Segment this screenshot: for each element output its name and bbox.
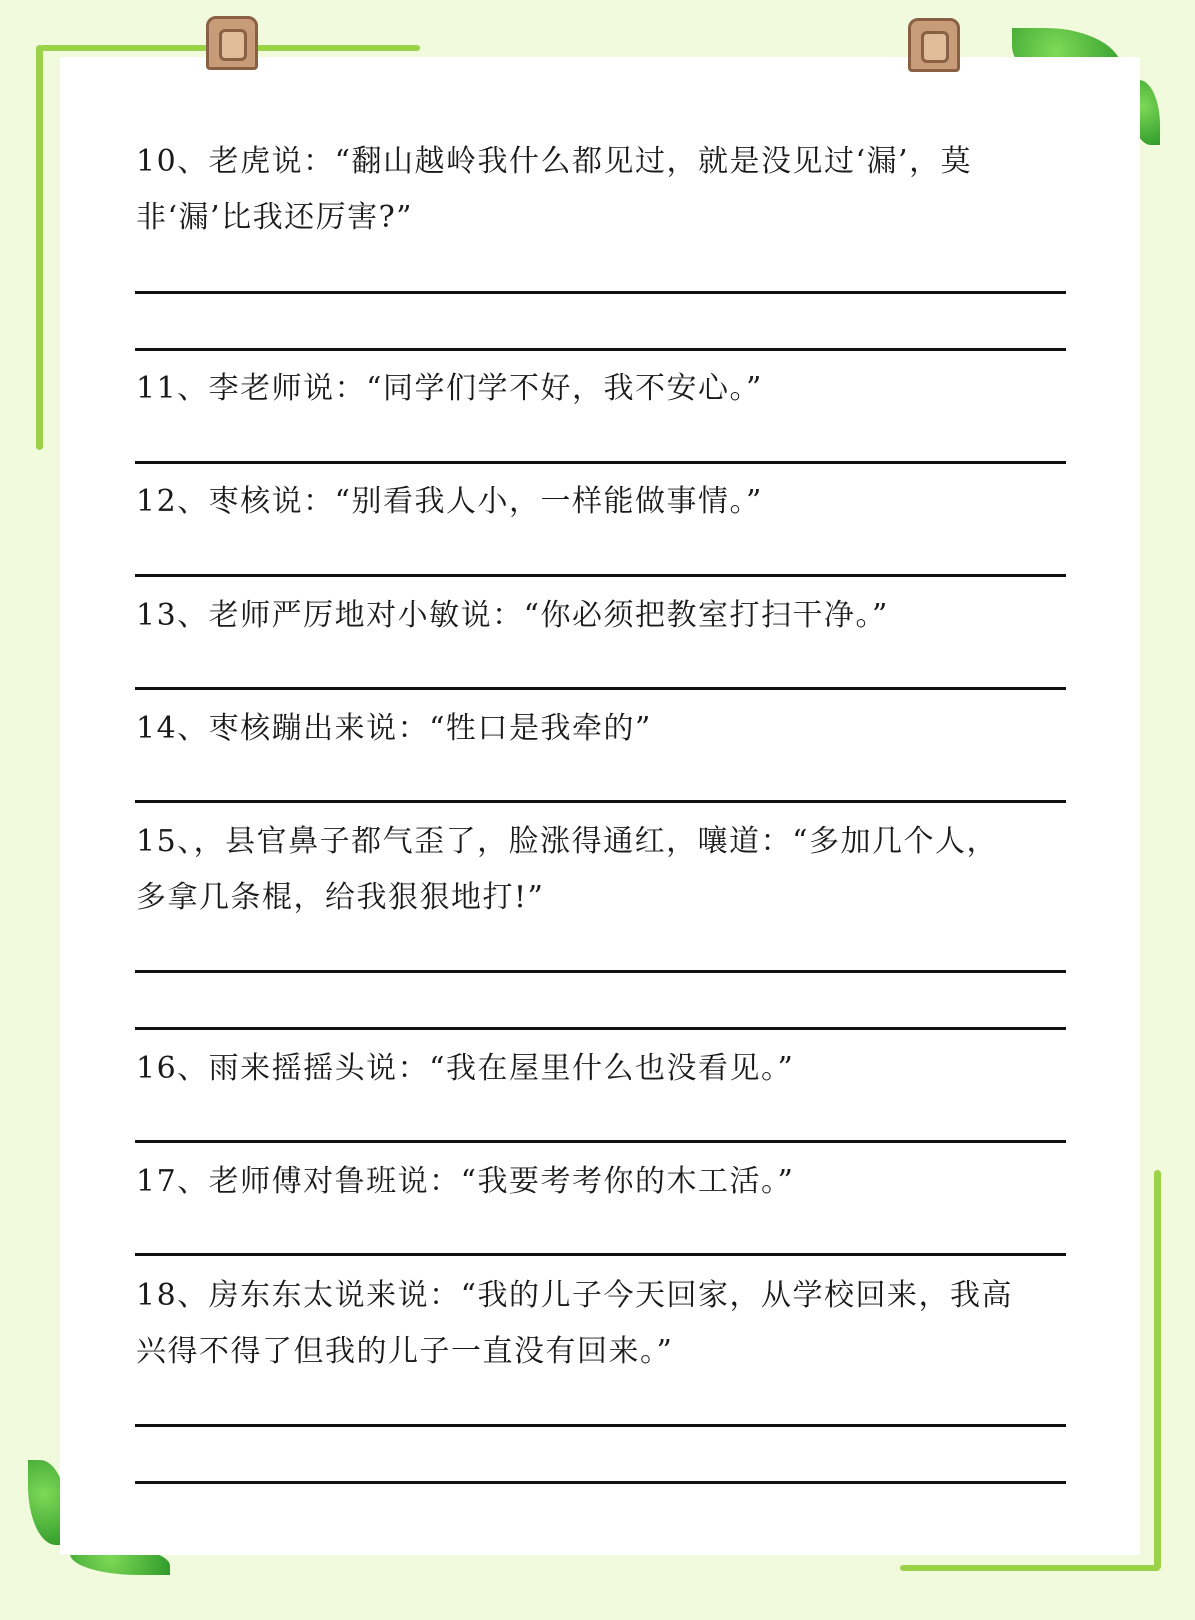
question-16	[136, 1041, 1071, 1097]
question-10	[136, 134, 1071, 246]
frame-border-right	[1154, 1170, 1161, 1570]
answer-line[interactable]	[135, 1424, 1066, 1427]
frame-border-left	[36, 45, 43, 450]
answer-line[interactable]	[135, 1481, 1066, 1484]
answer-line[interactable]	[135, 574, 1066, 577]
answer-line[interactable]	[135, 800, 1066, 803]
question-12	[136, 474, 1071, 530]
question-text: 12、枣核说：“别看我人小，一样能做事情。”	[136, 484, 763, 519]
paper-clip-right	[908, 18, 960, 72]
question-text: 14、枣核蹦出来说：“牲口是我牵的”	[136, 711, 652, 746]
question-text: 11、李老师说：“同学们学不好，我不安心。”	[136, 371, 763, 406]
question-18	[136, 1268, 1071, 1380]
answer-line[interactable]	[135, 687, 1066, 690]
answer-line[interactable]	[135, 1027, 1066, 1030]
question-text: 15、，县官鼻子都气歪了，脸涨得通红，嚷道：“多加几个人，	[136, 824, 999, 859]
question-11	[136, 361, 1071, 417]
question-text: 兴得不得了但我的儿子一直没有回来。”	[136, 1334, 674, 1369]
question-13	[136, 588, 1071, 644]
question-text: 多拿几条棍，给我狠狠地打!”	[136, 880, 545, 915]
answer-line[interactable]	[135, 291, 1066, 294]
answer-line[interactable]	[135, 348, 1066, 351]
question-text: 13、老师严厉地对小敏说：“你必须把教室打扫干净。”	[136, 598, 889, 633]
question-15	[136, 814, 1071, 926]
question-text: 10、老虎说：“翻山越岭我什么都见过，就是没见过‘漏’，莫	[136, 144, 973, 179]
question-17	[136, 1154, 1071, 1210]
frame-border-bottom	[900, 1565, 1160, 1571]
question-14	[136, 701, 1071, 757]
question-text: 18、房东东太说来说：“我的儿子今天回家，从学校回来，我高	[136, 1278, 1014, 1313]
question-text: 17、老师傅对鲁班说：“我要考考你的木工活。”	[136, 1164, 795, 1199]
answer-line[interactable]	[135, 1140, 1066, 1143]
question-text: 16、雨来摇摇头说：“我在屋里什么也没看见。”	[136, 1051, 795, 1086]
question-text: 非‘漏’比我还厉害?”	[136, 200, 413, 235]
paper-clip-left	[206, 16, 258, 70]
answer-line[interactable]	[135, 970, 1066, 973]
answer-line[interactable]	[135, 461, 1066, 464]
answer-line[interactable]	[135, 1253, 1066, 1256]
